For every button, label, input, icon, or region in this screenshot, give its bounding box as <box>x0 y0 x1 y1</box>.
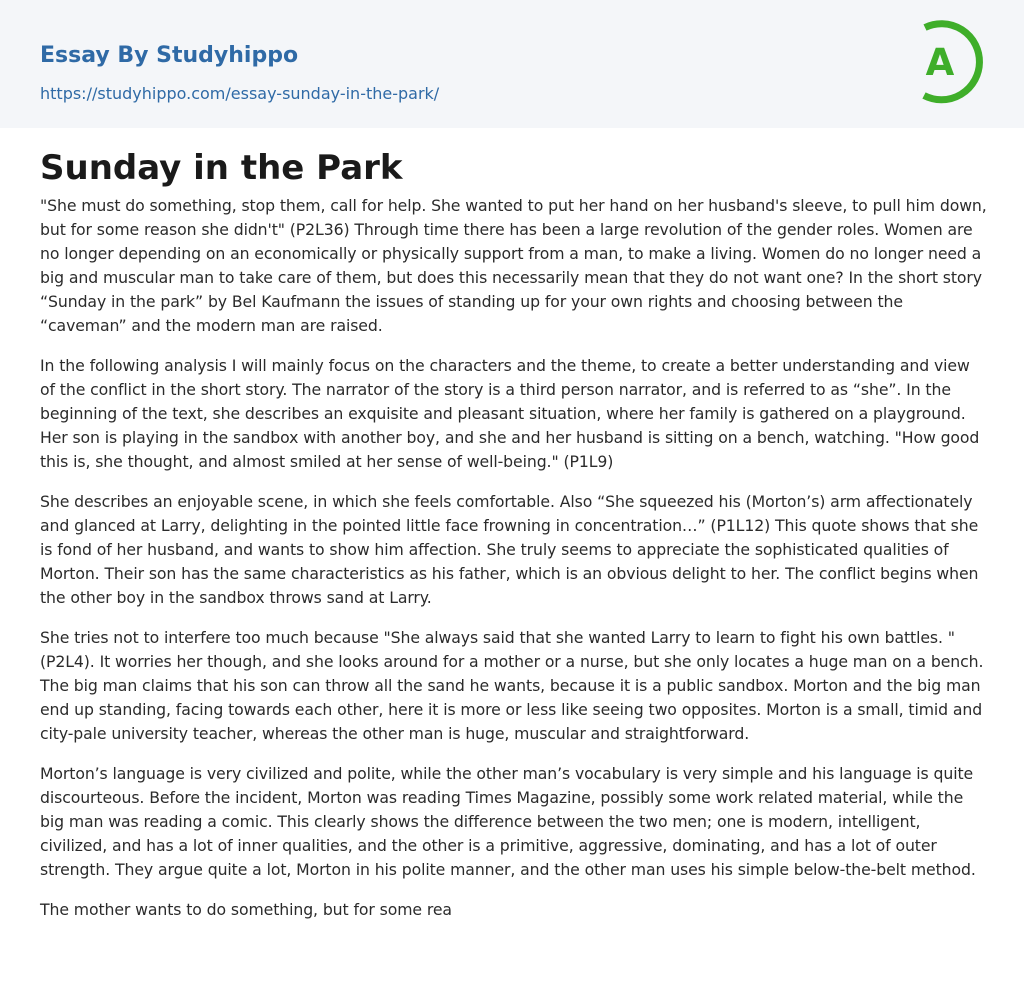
logo-letter: A <box>925 41 955 84</box>
studyhippo-logo-icon[interactable] <box>908 18 988 106</box>
essay-body <box>40 194 988 938</box>
page-title: Sunday in the Park <box>40 148 403 188</box>
site-header <box>0 0 1024 128</box>
essay-paragraph: In the following analysis I will mainly focus on the characters and the theme, to create a better understanding and view of the conflict in the short story. The narrator of the story is a third person narrator, and is referred to as “she”. In the beginning of the text, she describes an exquisite and pleasant situation, where her family is gathered on a playground. Her son is playing in the sandbox with another boy, and she and her husband is sitting on a bench, watching. "How good this is, she thought, and almost smiled at her sense of well-being." (P1L9) <box>40 356 980 471</box>
site-brand[interactable]: Essay By Studyhippo <box>40 43 299 68</box>
source-url-link[interactable]: https://studyhippo.com/essay-sunday-in-the-park/ <box>40 84 440 103</box>
essay-paragraph: She tries not to interfere too much because "She always said that she wanted Larry to learn to fight his own battles. " (P2L4). It worries her though, and she looks around for a mother or a nurse, but she only locates a huge man on a bench. The big man claims that his son can throw all the sand he wants, because it is a public sandbox. Morton and the big man end up standing, facing towards each other, here it is more or less like seeing two opposites. Morton is a small, timid and city-pale university teacher, whereas the other man is huge, muscular and straightforward. <box>40 628 984 743</box>
essay-paragraph-truncated: The mother wants to do something, but for some rea <box>40 900 452 919</box>
essay-paragraph: She describes an enjoyable scene, in which she feels comfortable. Also “She squeezed his (Morton’s) arm affectionately and glanced at Larry, delighting in the pointed little face frowning in concentration…” (P1L12) This quote shows that she is fond of her husband, and wants to show him affection. She truly seems to appreciate the sophisticated qualities of Morton. Their son has the same characteristics as his father, which is an obvious delight to her. The conflict begins when the other boy in the sandbox throws sand at Larry. <box>40 492 979 607</box>
essay-paragraph: Morton’s language is very civilized and polite, while the other man’s vocabulary is very simple and his language is quite discourteous. Before the incident, Morton was reading Times Magazine, possibly some work related material, while the big man was reading a comic. This clearly shows the difference between the two men; one is modern, intelligent, civilized, and has a lot of inner qualities, and the other is a primitive, aggressive, dominating, and has a lot of outer strength. They argue quite a lot, Morton in his polite manner, and the other man uses his simple below-the-belt method. <box>40 764 976 879</box>
essay-paragraph: "She must do something, stop them, call for help. She wanted to put her hand on her husband's sleeve, to pull him down, but for some reason she didn't" (P2L36) Through time there has been a large revolution of the gender roles. Women are no longer depending on an economically or physically support from a man, to make a living. Women do no longer need a big and muscular man to take care of them, but does this necessarily mean that they do not want one? In the short story “Sunday in the park” by Bel Kaufmann the issues of standing up for your own rights and choosing between the “caveman” and the modern man are raised. <box>40 196 987 335</box>
